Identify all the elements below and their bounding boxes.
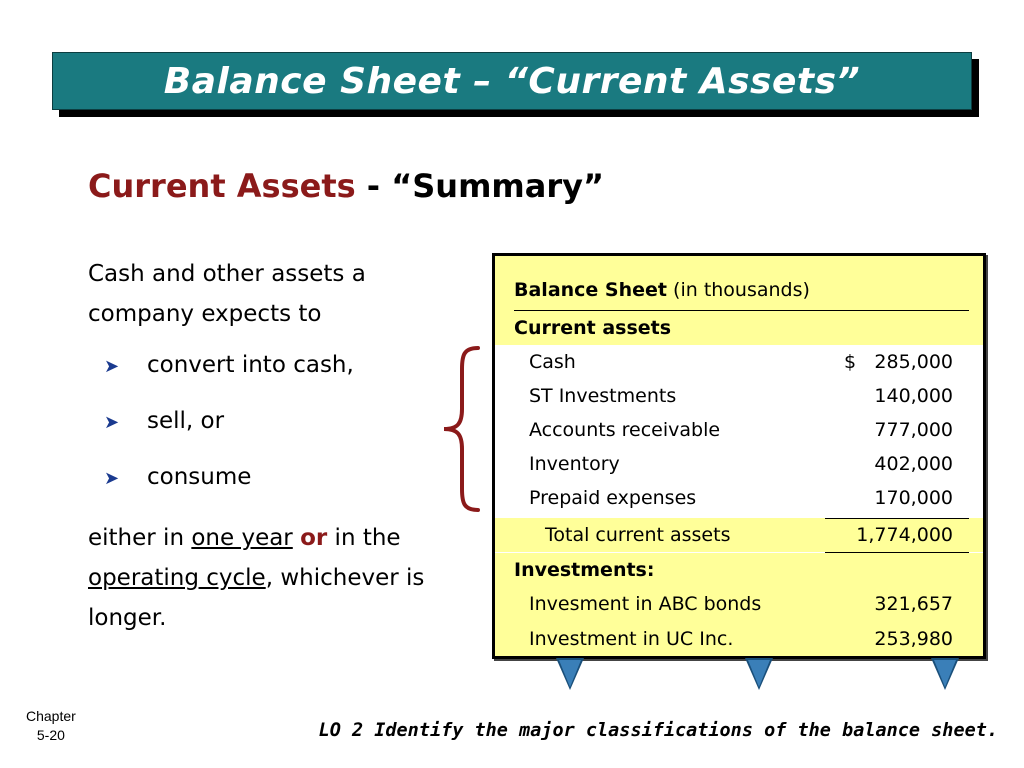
row-value: 170,000	[874, 487, 953, 509]
row-label: Inventory	[529, 453, 620, 475]
row-value: 402,000	[874, 453, 953, 475]
row-value: 777,000	[874, 419, 953, 441]
table-title-bold: Balance Sheet	[514, 279, 667, 301]
chapter-label	[26, 707, 76, 745]
table-row	[495, 621, 983, 656]
or-emphasis: or	[300, 525, 328, 551]
conclusion-part	[293, 525, 300, 551]
row-value: 285,000	[874, 351, 953, 373]
row-label: Investment in UC Inc.	[529, 627, 734, 650]
arrow-bullet-icon: ➤	[104, 468, 120, 489]
dollar-sign: $	[844, 351, 857, 373]
balance-sheet-table	[492, 253, 986, 659]
down-triangle-icon	[748, 660, 770, 687]
table-row	[495, 447, 983, 481]
conclusion-part: either in	[88, 525, 192, 551]
row-label: Cash	[529, 351, 576, 373]
conclusion-text	[88, 518, 428, 638]
curly-brace-icon	[438, 345, 484, 513]
total-row	[495, 518, 983, 552]
table-title	[514, 279, 810, 301]
row-label: Accounts receivable	[529, 419, 721, 441]
table-row	[495, 413, 983, 447]
heading-black: - “Summary”	[355, 167, 605, 205]
conclusion-part: , whichever is longer.	[88, 565, 425, 631]
heading-red: Current Assets	[88, 167, 356, 205]
row-label: Invesment in ABC bonds	[529, 593, 762, 615]
table-title-rest: (in thousands)	[667, 279, 810, 301]
title-banner	[52, 52, 972, 110]
bullet-text: sell, or	[147, 408, 225, 434]
arrow-bullet-icon: ➤	[104, 356, 120, 377]
section-label: Investments:	[514, 559, 655, 581]
row-label: ST Investments	[529, 385, 677, 407]
bullet-item	[104, 464, 251, 490]
slide-title: Balance Sheet – “Current Assets”	[163, 60, 861, 102]
table-header-row	[495, 256, 983, 311]
learning-objective: LO 2 Identify the major classifications of the balance sheet.	[318, 720, 998, 741]
operating-cycle-underlined: operating cycle	[88, 565, 266, 591]
bullet-text: consume	[147, 464, 252, 490]
down-triangle-icon	[559, 660, 581, 687]
table-row	[495, 587, 983, 621]
section-row	[495, 553, 983, 587]
section-row	[495, 311, 983, 345]
table-row	[495, 481, 983, 515]
section-heading	[88, 167, 604, 205]
conclusion-part: in the	[327, 525, 401, 551]
row-value: 253,980	[874, 627, 953, 650]
table-row	[495, 345, 983, 379]
intro-text: Cash and other assets a company expects to	[88, 261, 366, 327]
bullet-text: convert into cash,	[147, 352, 354, 378]
row-value: 321,657	[874, 593, 953, 615]
total-top-rule	[825, 518, 969, 519]
row-label: Prepaid expenses	[529, 487, 697, 509]
chapter-number: 5-20	[36, 727, 65, 743]
down-triangle-icon	[934, 660, 956, 687]
arrow-bullet-icon: ➤	[104, 412, 120, 433]
section-label: Current assets	[514, 317, 672, 339]
total-label: Total current assets	[545, 524, 731, 546]
table-row	[495, 379, 983, 413]
bullet-item	[104, 352, 354, 378]
row-value: 140,000	[874, 385, 953, 407]
chapter-word: Chapter	[26, 708, 76, 724]
one-year-underlined: one year	[191, 525, 293, 551]
total-value: 1,774,000	[856, 524, 953, 546]
bullet-item	[104, 408, 224, 434]
